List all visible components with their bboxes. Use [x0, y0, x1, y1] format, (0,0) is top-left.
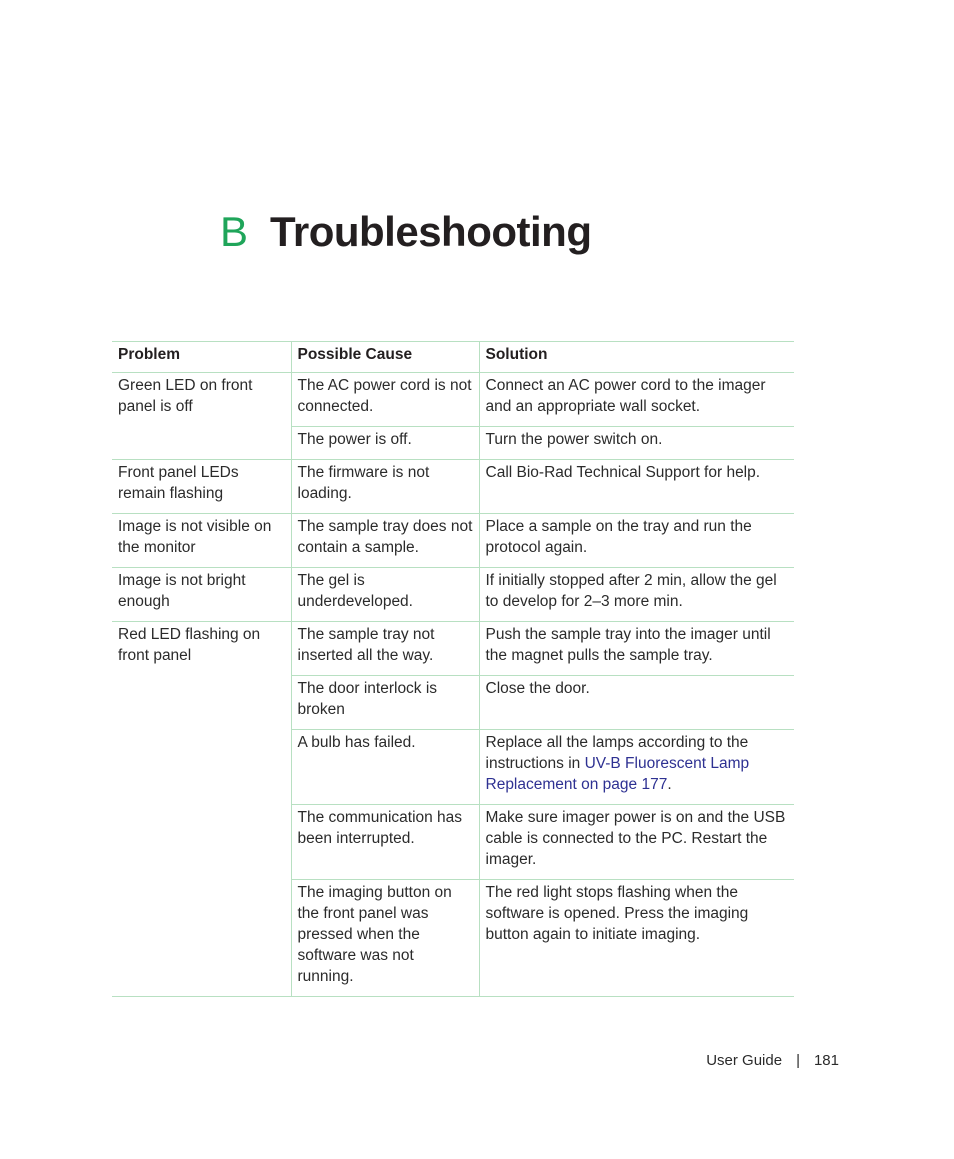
page-number: 181	[813, 1052, 839, 1069]
lamp-replacement-link[interactable]: UV-B Fluorescent Lamp Replacement on page 177	[485, 755, 750, 793]
solution-cell: Call Bio-Rad Technical Support for help.	[479, 460, 794, 514]
page-title: Troubleshooting	[270, 208, 592, 255]
solution-cell: Close the door.	[479, 676, 794, 730]
table-row	[112, 514, 794, 568]
solution-text-end: .	[667, 776, 672, 793]
problem-cell: Green LED on front panel is off	[112, 373, 291, 460]
header-cause: Possible Cause	[291, 342, 479, 373]
solution-cell: Push the sample tray into the imager until the magnet pulls the sample tray.	[479, 622, 794, 676]
table-row	[112, 622, 794, 676]
troubleshooting-table	[112, 341, 794, 997]
solution-cell: Make sure imager power is on and the USB cable is connected to the PC. Restart the imager.	[479, 805, 794, 880]
cause-cell: The sample tray does not contain a sample.	[291, 514, 479, 568]
solution-cell: Connect an AC power cord to the imager and an appropriate wall socket.	[479, 373, 794, 427]
cause-cell: The firmware is not loading.	[291, 460, 479, 514]
table-row	[112, 373, 794, 427]
header-solution: Solution	[479, 342, 794, 373]
table-row	[112, 568, 794, 622]
solution-cell: If initially stopped after 2 min, allow the gel to develop for 2–3 more min.	[479, 568, 794, 622]
cause-cell: The communication has been interrupted.	[291, 805, 479, 880]
table-header-row	[112, 342, 794, 373]
cause-cell: The sample tray not inserted all the way.	[291, 622, 479, 676]
header-problem: Problem	[112, 342, 291, 373]
page-footer	[706, 1052, 839, 1069]
footer-separator: |	[796, 1052, 800, 1069]
cause-cell: The gel is underdeveloped.	[291, 568, 479, 622]
table-row	[112, 460, 794, 514]
solution-cell	[479, 730, 794, 805]
chapter-heading	[220, 208, 591, 256]
cause-cell: A bulb has failed.	[291, 730, 479, 805]
solution-cell: The red light stops flashing when the software is opened. Press the imaging button again to initiate imaging.	[479, 880, 794, 997]
problem-cell: Image is not visible on the monitor	[112, 514, 291, 568]
problem-cell: Image is not bright enough	[112, 568, 291, 622]
chapter-letter: B	[220, 208, 249, 255]
cause-cell: The AC power cord is not connected.	[291, 373, 479, 427]
cause-cell: The door interlock is broken	[291, 676, 479, 730]
solution-text: Replace all the lamps according to the instructions in	[485, 734, 749, 772]
solution-cell: Turn the power switch on.	[479, 427, 794, 460]
problem-cell: Front panel LEDs remain flashing	[112, 460, 291, 514]
solution-cell: Place a sample on the tray and run the protocol again.	[479, 514, 794, 568]
problem-cell: Red LED flashing on front panel	[112, 622, 291, 997]
cause-cell: The imaging button on the front panel was pressed when the software was not running.	[291, 880, 479, 997]
cause-cell: The power is off.	[291, 427, 479, 460]
footer-label: User Guide	[706, 1052, 783, 1069]
